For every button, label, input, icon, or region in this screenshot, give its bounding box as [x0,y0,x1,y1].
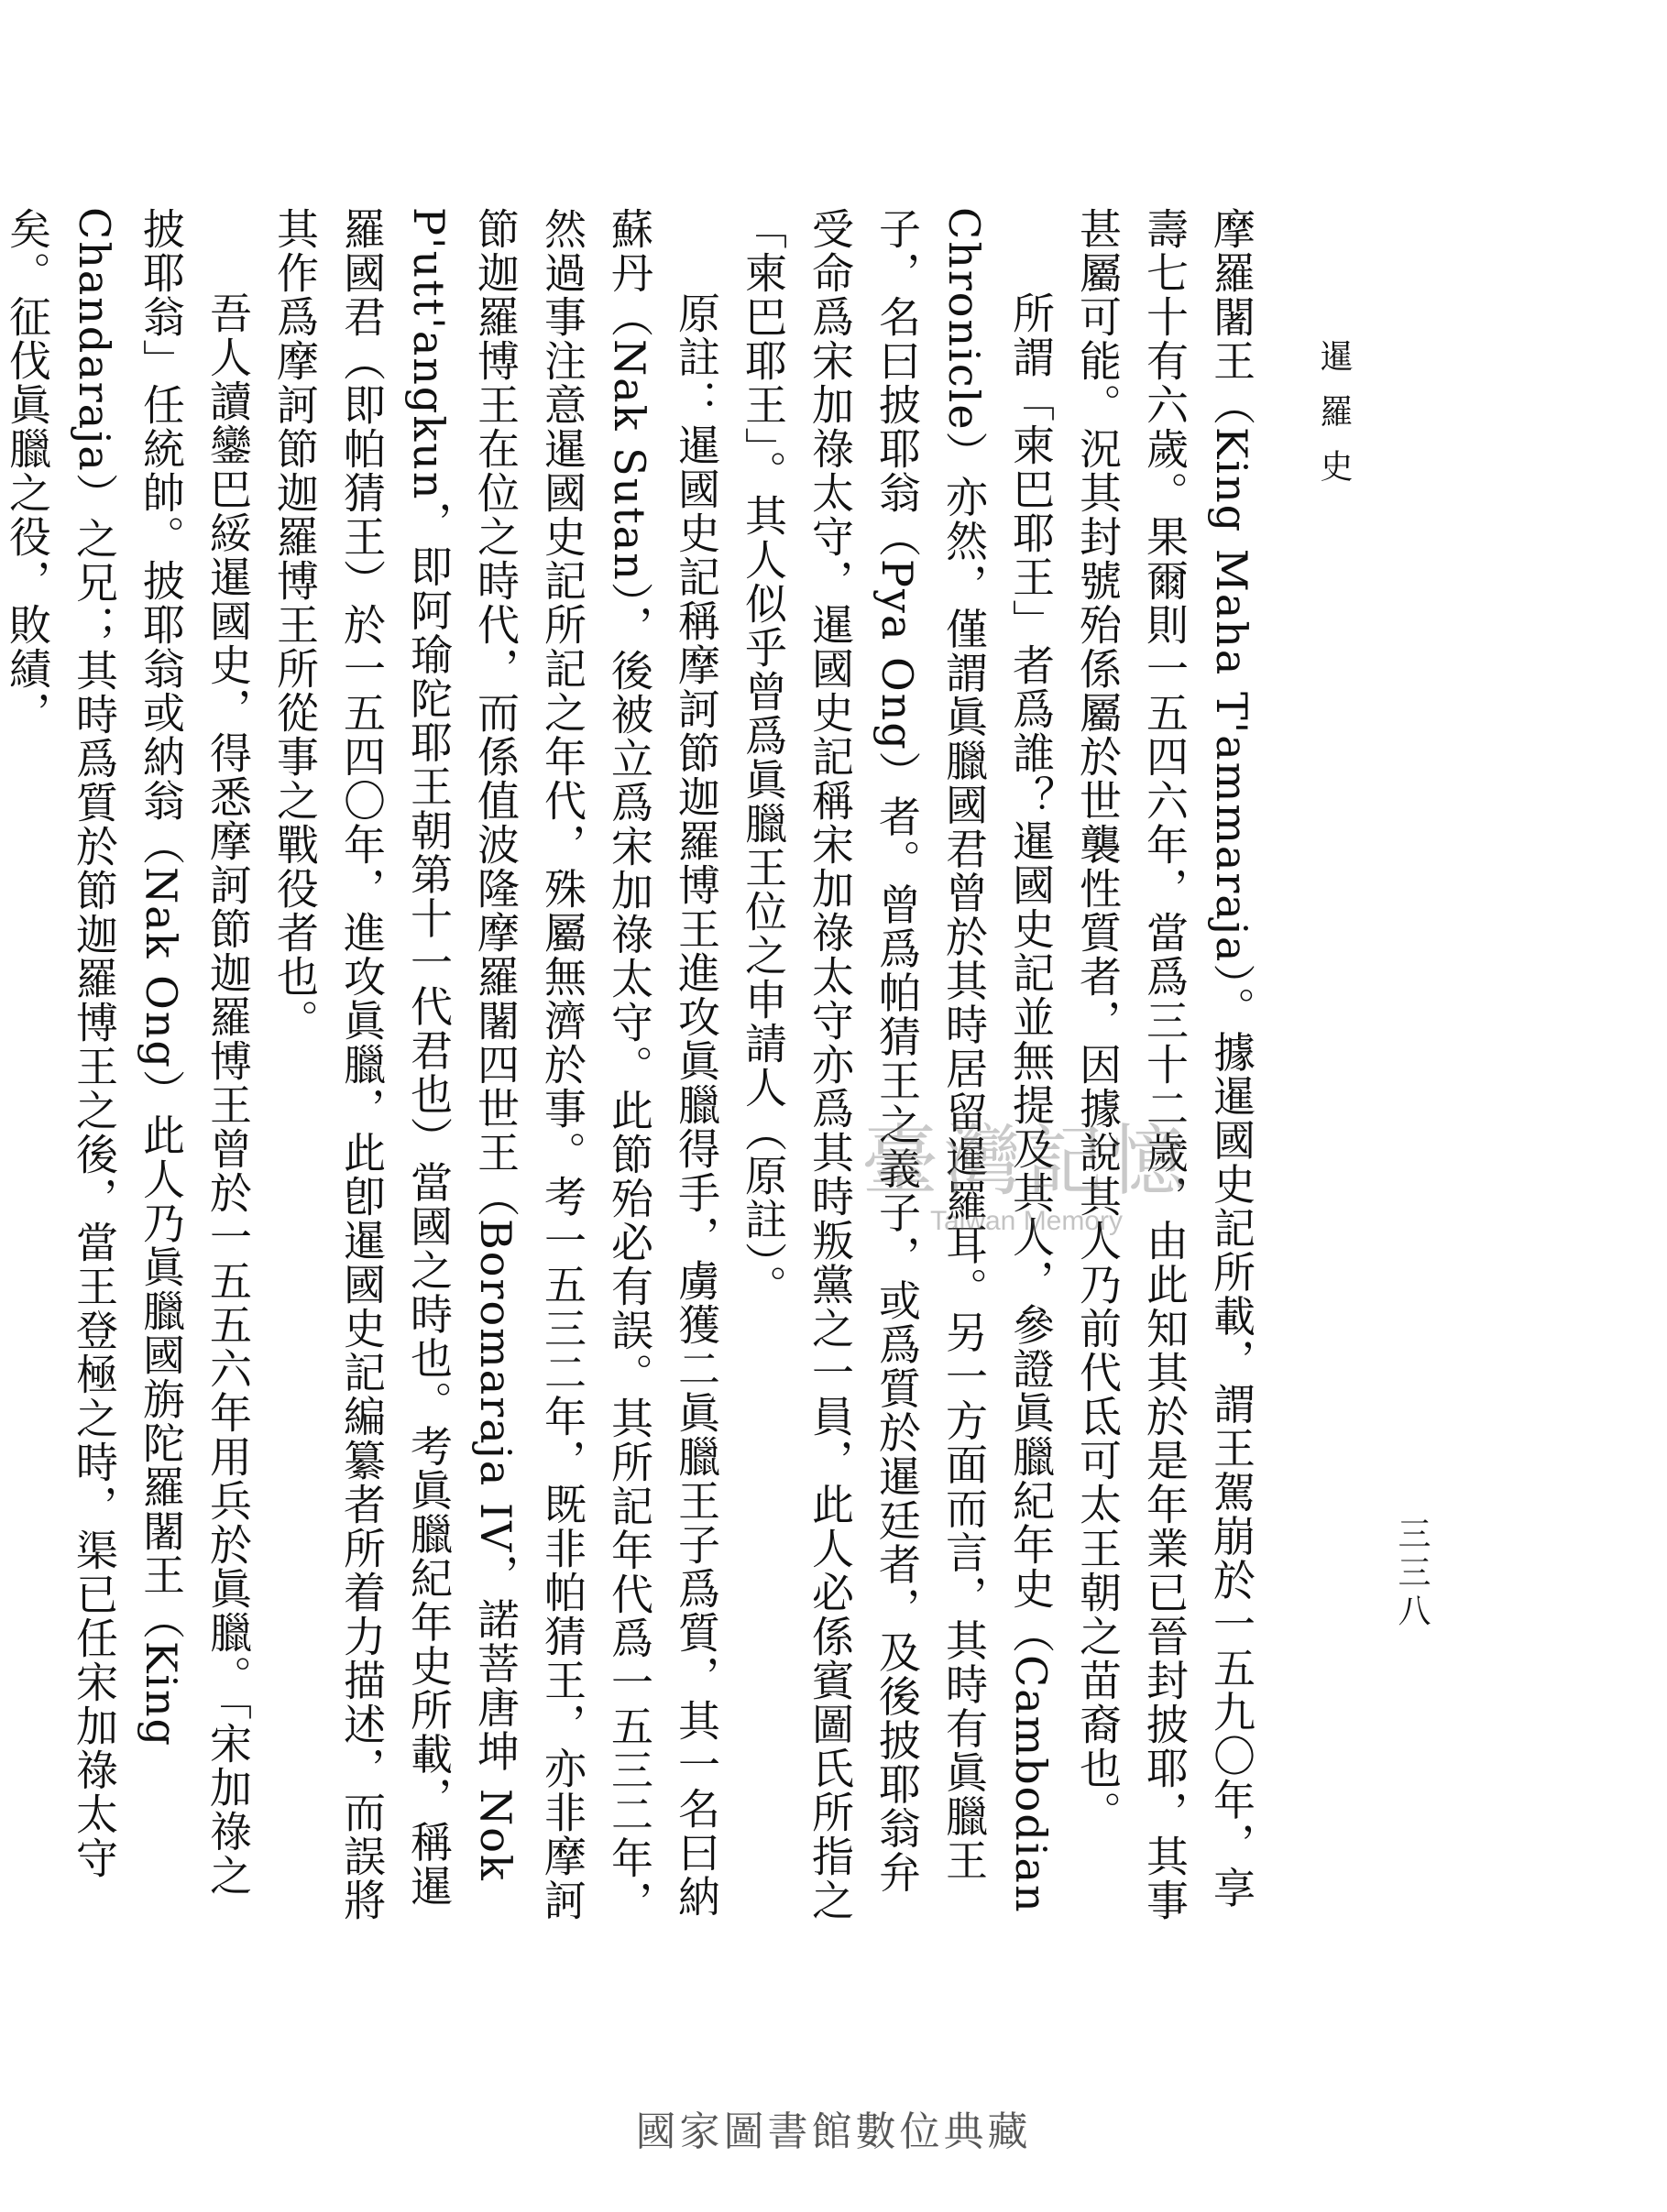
paragraph-campaign: 吾人讀鑾巴綏暹國史，得悉摩訶節迦羅博王曾於一五五六年用兵於眞臘。「宋加祿之披耶翁」任統帥。披耶翁或納翁（Nak Ong）此人乃眞臘國旃陀羅闍王（King Chandaraja）之兄；其時爲質於節迦羅博王之後，當王登極之時，渠已任宋加祿太守矣。征伐眞臘之役，敗績， [3,207,253,1898]
paragraph-continued: 摩羅闍王（King Maha T'ammaraja）。據暹國史記所載，謂王駕崩於一五九〇年，享壽七十有六歲。果爾則一五四六年，當爲三十二歲，由此知其於是年業已晉封披耶，其事甚屬可能。況其封號殆係屬於世襲性質者，因據說其人乃前代氐可太王朝之苗裔也。 [1073,207,1256,1922]
running-title: 暹羅史 [1315,339,1353,504]
page-number: 三三八 [1393,1517,1431,1632]
body-text [3,207,1265,1930]
paragraph-cambodian-king: 所謂「柬巴耶王」者爲誰？暹國史記並無提及其人，參證眞臘紀年史（Cambodian Chronicle）亦然，僅謂眞臘國君曾於其時居留暹羅耳。另一方面而言，其時有眞臘王子，名曰披耶翁（Pya Ong）者。曾爲帕猜王之義子，或爲質於暹廷者，及後披耶翁弁受命爲宋加祿太守，暹國史記稱宋加祿太守亦爲其時叛黨之一員，此人必係賓圖氏所指之「柬巴耶王」。其人似乎曾爲眞臘王位之申請人（原註）。 [739,207,1056,1922]
watermark-logo-text: 臺灣記憶 [861,1116,1191,1206]
paragraph-original-note: 原註：暹國史記稱摩訶節迦羅博王進攻眞臘得手，虜獲二眞臘王子爲質，其一名曰納蘇丹（Nak Sutan），後被立爲宋加祿太守。此節殆必有誤。其所記年代爲一五三二年，然過事注意暹國史記所記之年代，殊屬無濟於事。考一五三二年，既非帕猜王，亦非摩訶節迦羅博王在位之時代，而係值波隆摩羅闍四世王（Boromaraja IV，諾菩唐坤 Nok P'utt'angkun，即阿瑜陀耶王朝第十一代君也）當國之時也。考眞臘紀年史所載，稱暹羅國君（即帕猜王）於一五四〇年，進攻眞臘，此卽暹國史記編纂者所着力描述，而誤將其作爲摩訶節迦羅博王所從事之戰役者也。 [270,207,721,1924]
watermark-english-text: Taiwan Memory [929,1206,1124,1236]
footer-collection-credit: 國家圖書館數位典藏 [635,2108,1032,2155]
